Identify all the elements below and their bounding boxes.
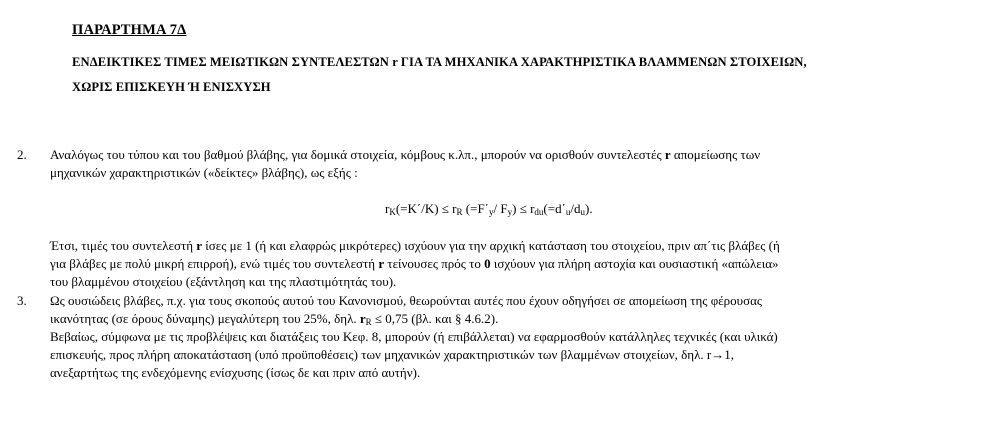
appendix-subtitle-line-1: ΕΝΔΕΙΚΤΙΚΕΣ ΤΙΜΕΣ ΜΕΙΩΤΙΚΩΝ ΣΥΝΤΕΛΕΣΤΩΝ r ΓΙΑ ΤΑ ΜΗΧΑΝΙΚΑ ΧΑΡΑΚΤΗΡΙΣΤΙΚΑ ΒΛΑΜΜΕΝΩΝ ΣΤΟΙΧΕΙΩΝ, — [72, 55, 807, 69]
section3-line-4: επισκευής, προς πλήρη αποκατάσταση (υπό προϋποθέσεις) των μηχανικών χαρακτηριστικών των βλαμμένων στοιχείων, δηλ. r→1, — [50, 347, 734, 362]
appendix-title: ΠΑΡΑΡΤΗΜΑ 7Δ — [72, 22, 187, 38]
section-number-3: 3. — [17, 293, 27, 308]
section3-line-3: Βεβαίως, σύμφωνα με τις προβλέψεις και διατάξεις του Κεφ. 8, μπορούν (ή επιβάλλεται) να εφαρμοσθούν κατάλληλες τεχνικές (και υλικά) — [50, 329, 778, 344]
section3-line-5: ανεξαρτήτως της ενδεχόμενης ενίσχυσης (ίσως δε και πριν από αυτήν). — [50, 365, 421, 380]
section-number-2: 2. — [17, 147, 27, 162]
section2-para2-line-2: για βλάβες με πολύ μικρή επιρροή), ενώ τιμές του συντελεστή r τείνουσες πρός το 0 ισχύουν για πλήρη αστοχία και ουσιαστική «απώλεια» — [50, 256, 779, 271]
section2-para2-line-3: του βλαμμένου στοιχείου (εξάντληση και της πλαστιμότητάς του). — [50, 274, 397, 289]
section2-line-2: μηχανικών χαρακτηριστικών («δείκτες» βλάβης), ως εξής : — [50, 165, 358, 180]
appendix-subtitle-line-2: ΧΩΡΙΣ ΕΠΙΣΚΕΥΗ Ή ΕΝΙΣΧΥΣΗ — [72, 80, 271, 94]
section2-line-1: Αναλόγως του τύπου και του βαθμού βλάβης, για δομικά στοιχεία, κόμβους κ.λπ., μπορούν να ορισθούν συντελεστές r απομείωσης των — [50, 147, 761, 162]
damage-index-formula: $r_K(=K΄/K) \le r_R$ ($=F΄_y/$ $F_y) \le r_{du}(=d΄_u/d_u)$. — [385, 201, 593, 217]
section3-line-1: Ως ουσιώδεις βλάβες, π.χ. για τους σκοπούς αυτού του Κανονισμού, θεωρούνται αυτές που έχουν οδηγήσει σε απομείωση της φέρουσας — [50, 293, 763, 308]
section3-line-2: ικανότητας (σε όρους δύναμης) μεγαλύτερη του 25%, δηλ. $r_R \le 0,75$ (βλ. και § 4.6.2). — [50, 311, 499, 327]
section2-para2-line-1: Έτσι, τιμές του συντελεστή r ίσες με 1 (ή και ελαφρώς μικρότερες) ισχύουν για την αρχική κατάσταση του στοιχείου, πριν απ΄τις βλάβες (ή — [50, 238, 780, 253]
